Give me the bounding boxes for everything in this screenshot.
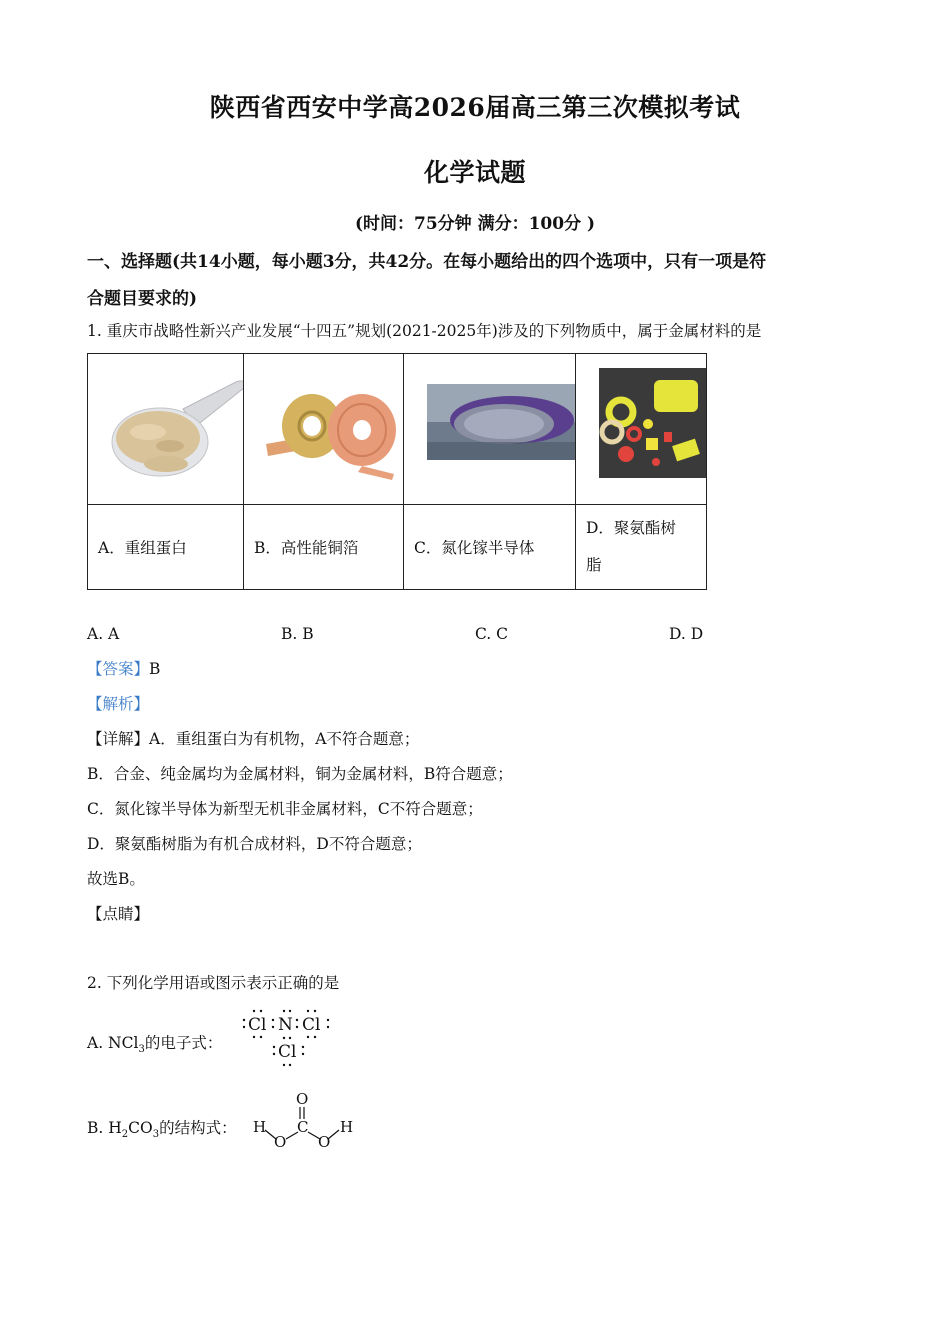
ncl3-electron-formula bbox=[240, 1003, 340, 1069]
option-b-cell bbox=[244, 505, 404, 590]
option-d-cell bbox=[576, 505, 707, 590]
image-cell-d bbox=[576, 354, 707, 505]
exam-title: 陕西省西安中学高2026届高三第三次模拟考试 bbox=[209, 93, 741, 122]
question-2-stem: 2. 下列化学用语或图示表示正确的是 bbox=[87, 974, 340, 992]
detail-tag: 【详解】 bbox=[87, 730, 150, 748]
detail-line-1 bbox=[87, 729, 419, 749]
image-cell-a bbox=[88, 354, 244, 505]
h2co3-structural-formula bbox=[248, 1086, 358, 1154]
answer-value: B bbox=[149, 660, 161, 678]
c-atom: C bbox=[297, 1118, 309, 1136]
answer-tag: 【答案】 bbox=[87, 660, 150, 678]
q2-option-b-suffix: 的结构式： bbox=[159, 1119, 237, 1137]
o-left-atom: O bbox=[274, 1133, 287, 1151]
q2-option-a-suffix: 的电子式： bbox=[144, 1034, 223, 1052]
h-left-atom: H bbox=[253, 1118, 267, 1136]
q2-option-b-text bbox=[87, 1118, 237, 1145]
choice-c: C. C bbox=[475, 625, 509, 643]
option-c-cell bbox=[404, 505, 576, 590]
exam-meta: (时间：75分钟 满分：100分 ) bbox=[354, 214, 596, 234]
option-c-label: C．氮化镓半导体 bbox=[414, 539, 535, 557]
option-a-cell bbox=[88, 505, 244, 590]
h-right-atom: H bbox=[340, 1118, 354, 1136]
image-cell-c bbox=[404, 354, 576, 505]
choice-b: B. B bbox=[281, 625, 314, 643]
q2-option-b-sub2: 3 bbox=[152, 1129, 160, 1141]
copper-foil-image bbox=[244, 354, 403, 500]
detail-line-5: 故选B。 bbox=[87, 870, 145, 888]
cl-bottom-atom: Cl bbox=[278, 1042, 297, 1062]
cl-right-atom: Cl bbox=[302, 1015, 321, 1035]
option-b-label: B．高性能铜箔 bbox=[254, 539, 359, 557]
polyurethane-parts-image bbox=[576, 354, 706, 500]
cl-left-atom: Cl bbox=[248, 1015, 267, 1035]
q2-option-a-text bbox=[87, 1033, 222, 1060]
q2-option-b-mid: CO bbox=[128, 1119, 153, 1137]
option-d-label-line1: D．聚氨酯树 bbox=[586, 519, 676, 537]
detail-line-4: D．聚氨酯树脂为有机合成材料，D不符合题意； bbox=[87, 835, 422, 853]
protein-powder-image bbox=[88, 354, 243, 500]
detail-text-1: A．重组蛋白为有机物，A不符合题意； bbox=[149, 730, 420, 748]
answer-line bbox=[87, 659, 160, 679]
section-heading-line2: 合题目要求的) bbox=[87, 289, 198, 309]
section-heading-line1: 一、选择题(共14小题，每小题3分，共42分。在每小题给出的四个选项中，只有一项是符 bbox=[87, 252, 767, 272]
analysis-tag: 【解析】 bbox=[87, 695, 150, 713]
choice-d: D. D bbox=[669, 625, 704, 643]
question-1-table bbox=[87, 353, 707, 590]
q2-option-b-prefix: B. H bbox=[87, 1119, 122, 1137]
detail-line-2: B．合金、纯金属均为金属材料，铜为金属材料，B符合题意； bbox=[87, 765, 513, 783]
q2-option-b-sub1: 2 bbox=[121, 1129, 129, 1141]
question-1-stem: 1. 重庆市战略性新兴产业发展“十四五”规划(2021-2025年)涉及的下列物质中，属于金属材料的是 bbox=[87, 322, 762, 340]
o-top-atom: O bbox=[296, 1090, 309, 1108]
option-a-label: A．重组蛋白 bbox=[98, 539, 187, 557]
detail-line-3: C．氮化镓半导体为新型无机非金属材料，C不符合题意； bbox=[87, 800, 483, 818]
q2-option-a-prefix: A. NCl bbox=[87, 1034, 139, 1052]
q2-option-a-subscript: 3 bbox=[138, 1044, 145, 1056]
image-cell-b bbox=[244, 354, 404, 505]
subject-title: 化学试题 bbox=[423, 158, 526, 187]
o-right-atom: O bbox=[318, 1133, 331, 1151]
gan-wafer-image bbox=[404, 354, 575, 500]
comment-tag: 【点睛】 bbox=[87, 905, 150, 923]
choice-a: A. A bbox=[87, 625, 120, 643]
n-atom: N bbox=[278, 1015, 293, 1035]
option-d-label-line2: 脂 bbox=[586, 556, 602, 574]
